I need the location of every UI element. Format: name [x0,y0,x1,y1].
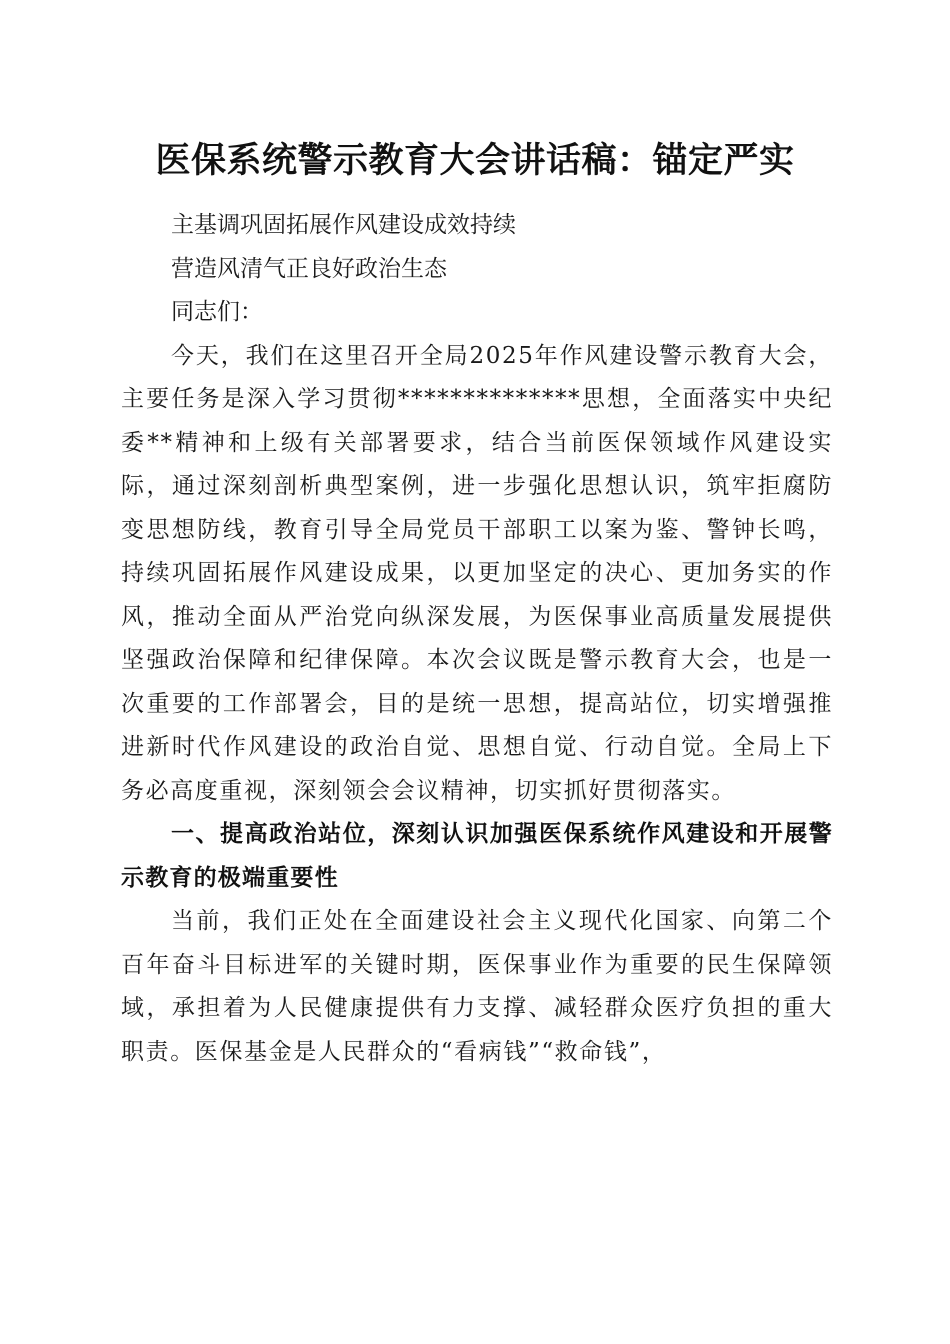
salutation: 同志们： [171,299,263,325]
document-title: 医保系统警示教育大会讲话稿：锚定严实 [155,140,795,181]
subtitle-line-2: 营造风清气正良好政治生态 [171,255,447,282]
intro-paragraph: 今天，我们在这里召开全局2025年作风建设警示教育大会，主要任务是深入学习贯彻**************思想，全面落实中央纪委**精神和上级有关部署要求，结合当前医保领域作风建设实际，通过深刻剖析典型案例，进一步强化思想认识，筑牢拒腐防变思想防线，教育引导全局党员干部职工以案为鉴、警钟长鸣，持续巩固拓展作风建设成果，以更加坚定的决心、更加务实的作风，推动全面从严治党向纵深发展，为医保事业高质量发展提供坚强政治保障和纪律保障。本次会议既是警示教育大会，也是一次重要的工作部署会，目的是统一思想，提高站位，切实增强推进新时代作风建设的政治自觉、思想自觉、行动自觉。全局上下务必高度重视，深刻领会会议精神，切实抓好贯彻落实。 [121,342,833,804]
document-body [121,204,833,1074]
section-heading: 一、提高政治站位，深刻认识加强医保系统作风建设和开展警示教育的极端重要性 [121,821,833,891]
subtitle-line-1: 主基调巩固拓展作风建设成效持续 [171,212,516,238]
section-paragraph: 当前，我们正处在全面建设社会主义现代化国家、向第二个百年奋斗目标进军的关键时期，医保事业作为重要的民生保障领域，承担着为人民健康提供有力支撑、减轻群众医疗负担的重大职责。医保基金是人民群众的“看病钱”“救命钱”， [121,908,833,1065]
